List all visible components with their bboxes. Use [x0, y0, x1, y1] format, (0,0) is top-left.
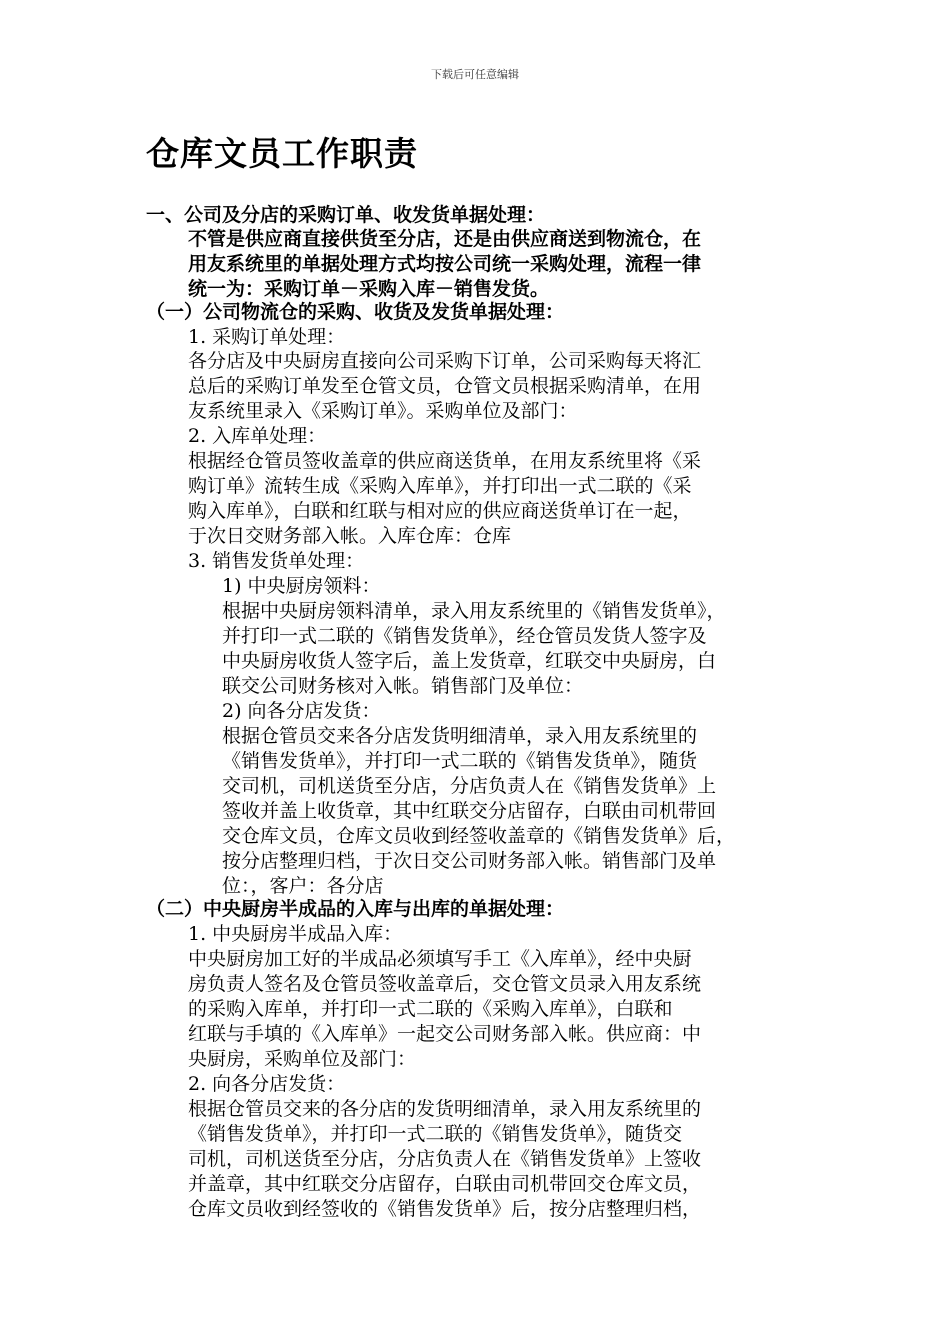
- body-text-line: 红联与手填的《入库单》一起交公司财务部入帐。供应商：中: [188, 1023, 702, 1045]
- body-text-line: 根据中央厨房领料清单，录入用友系统里的《销售发货单》，: [222, 600, 726, 622]
- section-heading-line: 统一为：采购订单－采购入库－销售发货。: [188, 278, 550, 300]
- body-text-line: 于次日交财务部入帐。入库仓库：仓库: [188, 525, 512, 547]
- page-header: 下载后可任意编辑: [431, 68, 519, 81]
- body-text-line: 按分店整理归档，于次日交公司财务部入帐。销售部门及单: [222, 850, 717, 872]
- section-heading-line: （一）公司物流仓的采购、收货及发货单据处理：: [146, 301, 565, 323]
- body-text-line: 央厨房，采购单位及部门：: [188, 1048, 417, 1070]
- body-text-line: 并打印一式二联的《销售发货单》，经仓管员发货人签字及: [222, 625, 707, 647]
- page-title: 仓库文员工作职责: [146, 134, 418, 173]
- body-text-line: 并盖章，其中红联交分店留存，白联由司机带回交仓库文员，: [188, 1173, 702, 1195]
- body-text-line: 各分店及中央厨房直接向公司采购下订单，公司采购每天将汇: [188, 350, 702, 372]
- body-text-line: 根据仓管员交来的各分店的发货明细清单，录入用友系统里的: [188, 1098, 702, 1120]
- body-text-line: 中央厨房收货人签字后，盖上发货章，红联交中央厨房，白: [222, 650, 717, 672]
- body-text-line: 根据仓管员交来各分店发货明细清单，录入用友系统里的: [222, 725, 698, 747]
- body-text-line: 联交公司财务核对入帐。销售部门及单位：: [222, 675, 584, 697]
- body-text-line: 《销售发货单》，并打印一式二联的《销售发货单》，随货交: [188, 1123, 683, 1145]
- body-text-line: 《销售发货单》，并打印一式二联的《销售发货单》，随货: [222, 750, 698, 772]
- section-heading-line: 用友系统里的单据处理方式均按公司统一采购处理，流程一律: [188, 253, 702, 275]
- body-text-line: 2. 向各分店发货：: [188, 1073, 346, 1095]
- body-text-line: 购入库单》，白联和红联与相对应的供应商送货单订在一起，: [188, 500, 692, 522]
- section-heading-line: （二）中央厨房半成品的入库与出库的单据处理：: [146, 898, 565, 920]
- body-text-line: 1) 中央厨房领料：: [222, 575, 381, 597]
- body-text-line: 根据经仓管员签收盖章的供应商送货单，在用友系统里将《采: [188, 450, 702, 472]
- body-text-line: 2. 入库单处理：: [188, 425, 327, 447]
- body-text-line: 友系统里录入《采购订单》。采购单位及部门：: [188, 400, 578, 422]
- body-text-line: 1. 采购订单处理：: [188, 326, 346, 348]
- body-text-line: 房负责人签名及仓管员签收盖章后，交仓管文员录入用友系统: [188, 973, 702, 995]
- body-text-line: 1. 中央厨房半成品入库：: [188, 923, 403, 945]
- body-text-line: 中央厨房加工好的半成品必须填写手工《入库单》，经中央厨: [188, 948, 692, 970]
- body-text-line: 总后的采购订单发至仓管文员，仓管文员根据采购清单，在用: [188, 375, 702, 397]
- body-text-line: 司机，司机送货至分店，分店负责人在《销售发货单》上签收: [188, 1148, 702, 1170]
- body-text-line: 交司机，司机送货至分店，分店负责人在《销售发货单》上: [222, 775, 717, 797]
- section-heading-line: 一、公司及分店的采购订单、收发货单据处理：: [146, 204, 546, 226]
- body-text-line: 2) 向各分店发货：: [222, 700, 381, 722]
- body-text-line: 仓库文员收到经签收的《销售发货单》后，按分店整理归档，: [188, 1198, 702, 1220]
- body-text-line: 3. 销售发货单处理：: [188, 550, 365, 572]
- body-text-line: 签收并盖上收货章，其中红联交分店留存，白联由司机带回: [222, 800, 717, 822]
- body-text-line: 位：，客户：各分店: [222, 875, 384, 897]
- body-text-line: 的采购入库单，并打印一式二联的《采购入库单》，白联和: [188, 998, 673, 1020]
- section-heading-line: 不管是供应商直接供货至分店，还是由供应商送到物流仓，在: [188, 228, 702, 250]
- body-text-line: 购订单》流转生成《采购入库单》，并打印出一式二联的《采: [188, 475, 692, 497]
- body-text-line: 交仓库文员，仓库文员收到经签收盖章的《销售发货单》后，: [222, 825, 736, 847]
